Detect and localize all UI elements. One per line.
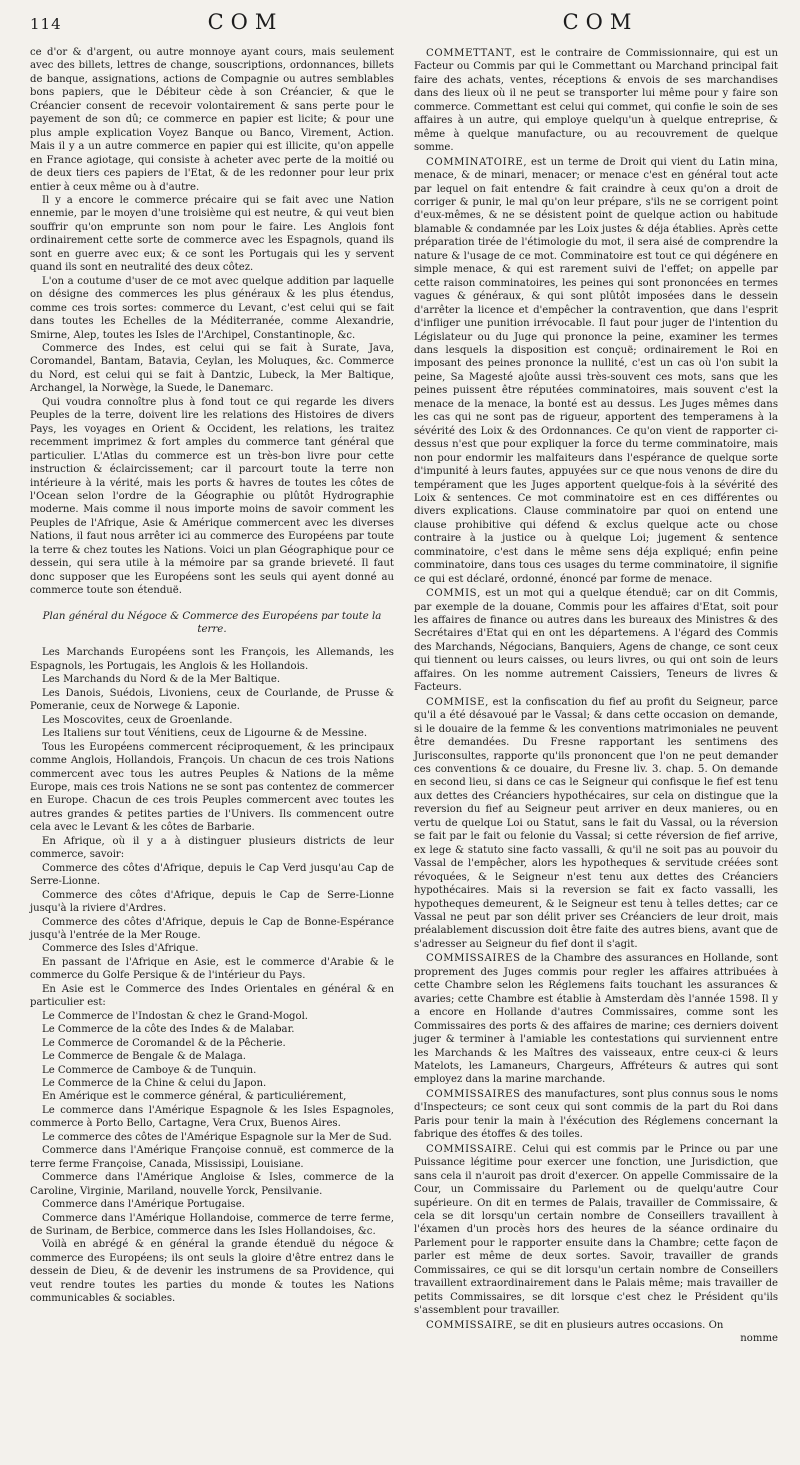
list-item: Commerce des Isles d'Afrique. (42, 943, 199, 955)
list-item: Le Commerce de Coromandel & de la Pêcherie. (42, 1037, 286, 1049)
entry-head: COMMISE (426, 696, 486, 708)
list-item: Le Commerce de Bengale & de Malaga. (42, 1051, 247, 1063)
entry-commissaire-autres (414, 1319, 778, 1332)
entry-text: de la Chambre des assurances en Hollande, sont proprement des Juges commis pour regler les affaires attribuées à cette Chambre selon les Réglemens faits touchant les assurances & avaries; cette Chambre est établie à Amsterdam dès l'année 1598. Il y a encore en Hollande d'autres Commissaires, comme sont les Commissaires des ports & des affaires de marine; ces derniers doivent juger & terminer à l'amiable les contestations qui surviennent entre les Marchands & les Maîtres des vaisseaux, entre ceux-ci & leurs Matelots, les Lamaneurs, Chargeurs, Affréteurs & autres qui sont employez dans la marine marchande. (414, 953, 778, 1086)
list-item: En Asie est le Commerce des Indes Orientales en général & en particulier est: (30, 983, 394, 1009)
entry-commis (414, 587, 778, 695)
list-item: Tous les Européens commercent réciproquement, & les principaux comme Anglois, Hollandois, François. Un chacun de ces trois Nations commercent avec tous les autres Peuples & Nations de la même Europe, mais ces trois Nations ne se sont pas contentez de commercer en Europe. Chacun de ces trois Peuples commercent avec toutes les autres grandes & petites parties de l'Univers. Ils commencent outre cela avec le Levant & les côtes de Barbarie. (30, 741, 394, 834)
paragraph: ce d'or & d'argent, ou autre monnoye ayant cours, mais seulement avec des billets, lettres de change, souscriptions, ordonnances, billets de banque, assignations, actions de Compagnie ou autres semblables bons papiers, que le Débiteur cède à son Créancier, & que le Créancier consent de recevoir volontairement & sans perte pour le payement de son dû; ce commerce en papier est licite; & pour une plus ample explication Voyez Banque ou Banco, Virement, Action. Mais il y a un autre commerce en papier qui est illicite, qu'on appelle en France agiotage, qui consiste à acheter avec perte de la moitié ou de deux tiers ces papiers de l'Etat, & de les redonner pour leur prix entier à ceux même ou à d'autre. (30, 47, 394, 193)
list-item: Les Danois, Suédois, Livoniens, ceux de Courlande, de Prusse & Pomeranie, ceux de Norwege & Laponie. (30, 687, 394, 713)
list-item: Le Commerce de la Chine & celui du Japon. (42, 1077, 267, 1089)
entry-head: COMMINATOIRE (426, 156, 524, 168)
entry-commettant (414, 47, 778, 155)
page-header (30, 10, 778, 46)
list-item: Commerce des côtes d'Afrique, depuis le Cap de Bonne-Espérance jusqu'à l'entrée de la Mer Rouge. (30, 916, 394, 941)
entry-text: , est la confiscation du fief au profit du Seigneur, parce qu'il a été désavoué par le Vassal; & dans cette occasion on demande, si le douaire de la femme & les conventions matrimoniales ne peuvent être demandées. Du Fresne rapportant les sentimens des Jurisconsultes, rapporte qu'ils prononcent que l'on ne peut demander ces conventions & ce douaire, du Fresne liv. 3. chap. 5. On demande en second lieu, si dans ce cas le Seigneur qui confisque le fief est tenu aux dettes des Créanciers hypothécaires, sur cela on distingue que la reversion du fief au Seigneur peut arriver en deux manieres, ou en vertu de quelque Loi ou Statut, sans le fait du Vassal, ou la réversion se fait par le fait ou felonie du Vassal; si cette réversion de fief arrive, ex lege & statuto sine facto vassalli, & qu'il ne soit pas au pouvoir du Vassal de l'empêcher, alors les hypotheques & servitude créées sont révoquées, & le Seigneur n'est tenu aux dettes des Créanciers hypothécaires. Mais si la reversion se fait ex facto vassalli, les hypotheques demeurent, & le Seigneur est tenu à telles dettes; car ce Vassal ne peut par son délit priver ses Créanciers de leur droit, mais préalablement discussion doit être faite des autres biens, avant que de s'adresser au Seigneur du fief dont il s'agit. (414, 696, 778, 950)
right-column (414, 46, 778, 1346)
entry-text: des manufactures, sont plus connus sous le noms d'Inspecteurs; ce sont ceux qui sont commis de la part du Roi dans Paris pour tenir la main à l'éxécution des Réglemens concernant la fabrique des étoffes & des toiles. (414, 1088, 778, 1141)
entry-head: COMMISSAIRES (426, 1088, 521, 1100)
running-head-left: COM (207, 10, 284, 34)
list-item: Commerce dans l'Amérique Angloise & Isles, commerce de la Caroline, Virginie, Mariland, nouvelle Yorck, Pensilvanie. (30, 1172, 394, 1197)
catchword: nomme (740, 1333, 778, 1345)
list-item: Les Italiens sur tout Vénitiens, ceux de Ligourne & de Messine. (42, 728, 368, 740)
list-item: Commerce dans l'Amérique Hollandoise, commerce de terre ferme, de Surinam, de Berbice, commerce dans les Isles Hollandoises, &c. (30, 1212, 394, 1237)
list-item: Voilà en abrégé & en général la grande étenduë du négoce & commerce des Européens; ils ont seuls la gloire d'être entrez dans le dessein de Dieu, & de devenir les instrumens de sa Providence, qui veut rendre toutes les parties du monde & toutes les Nations communicables & sociables. (30, 1239, 394, 1305)
list-item: Commerce dans l'Amérique Portugaise. (42, 1199, 245, 1211)
commerce-list (30, 646, 394, 1305)
entry-head: COMMETTANT (426, 48, 512, 59)
paragraph: L'on a coutume d'user de ce mot avec quelque addition par laquelle on désigne des commerces les plus généraux & les plus étendus, comme ces trois sortes: commerce du Levant, c'est celui qui se fait dans toutes les Echelles de la Méditerranée, comme Alexandrie, Smirne, Alep, toutes les Isles de l'Archipel, Constantinople, &c. (30, 275, 394, 341)
left-column (30, 46, 394, 1346)
list-item: En Amérique est le commerce général, & particuliérement, (42, 1091, 347, 1103)
list-item: Commerce dans l'Amérique Françoise connuë, est commerce de la terre ferme Françoise, Canada, Mississipi, Louisiane. (30, 1145, 394, 1170)
list-item: Commerce des côtes d'Afrique, depuis le Cap Verd jusqu'au Cap de Serre-Lionne. (30, 862, 394, 888)
list-item: En Afrique, où il y a à distinguer plusieurs districts de leur commerce, savoir: (30, 835, 394, 861)
list-item: Les Marchands Européens sont les François, les Allemands, les Espagnols, les Portugais, les Anglois & les Hollandois. (30, 647, 394, 672)
running-head-right: COM (562, 10, 639, 34)
entry-text: . Celui qui est commis par le Prince ou par une Puissance légitime pour exercer une fonction, une Jurisdiction, que sans cela il n'auroit pas droit d'exercer. On appelle Commissaire de la Cour, un Commissaire du Parlement ou de quelqu'autre Cour supérieure. On dit en termes de Palais, travailler de Commissaire, & cela se dit lorsqu'un certain nombre de Conseillers travaillent à l'éxamen d'un procès hors des heures de la séance ordinaire du Parlement pour le rapporter ensuite dans la Chambre; cette façon de parler est même de deux sortes. Savoir, travailler de grands Commissaires, ce qui se dit lorsqu'un certain nombre de Conseillers travaillent extraordinairement dans le Palais même; mais travailler de petits Commissaires, se dit lorsque c'est chez le Président qu'ils s'assemblent pour travailler. (414, 1143, 778, 1317)
entry-head: COMMISSAIRE (426, 1319, 514, 1331)
list-item: Le commerce dans l'Amérique Espagnole & les Isles Espagnoles, commerce à Porto Bello, Cartagne, Vera Crux, Buenos Aires. (30, 1104, 394, 1130)
entry-text: , est un terme de Droit qui vient du Latin mina, menace, & de minari, menacer; or menace c'est en général tout acte par lequel on fait entendre & fait craindre à ceux qu'on a droit de corriger & punir, le mal qu'on leur prépare, s'ils ne se corrigent point d'eux-mêmes, & ne se désistent point de quelque action ou habitude blamable & condamnée par les Loix justes & déja établies. Après cette préparation tirée de l'étimologie du mot, il sera aisé de comprendre la nature & l'usage de ce mot. Comminatoire est tout ce qui dégénere en simple menace, & qui est rarement suivi de l'effet; on appelle par cette raison comminatoires, les peines qui sont prononcées en termes vagues & généraux, & qui sont plûtôt imposées dans le dessein d'arrêter la licence et d'empêcher la contravention, que dans l'esprit d'infliger une punition irrévocable. Il faut pour juger de l'intention du Législateur ou du Juge qui prononce la peine, examiner les termes dans lesquels la disposition est conçuë; ordinairement le Roi en imposant des peines prononce la nullité, c'est un cas où l'on subit la peine, Sa Magesté ajoûte aussi très-souvent ces mots, sans que les peines puissent être réputées comminatoires, mais souvent c'est la menace de la menace, la bonté est au dessus. Les Juges mêmes dans les cas qui ne sont pas de rigueur, apportent des temperamens à la sévérité des Loix & des Ordonnances. Ce qu'on vient de rapporter ci-dessus n'est que pour expliquer la force du terme comminatoire, mais non pour endormir les malfaiteurs dans l'espérance de quelque sorte d'impunité à leurs fautes, appuyées sur ce que nous venons de dire du tempérament que les Juges apportent quelque-fois à la sévérité des Loix & sentences. Ce mot comminatoire est en ces différentes ou divers explications. Clause comminatoire par quoi on entend une clause prohibitive qui défend & exclus quelque acte ou chose contraire à la justice ou à quelque Loi; jugement & sentence comminatoire, c'est dans le même sens déja expliqué; enfin peine comminatoire, dans tous ces usages du terme comminatoire, il signifie ce qui est déclaré, ordonné, énoncé par forme de menace. (414, 156, 778, 585)
entry-text: , est un mot qui a quelque étenduë; car on dit Commis, par exemple de la douane, Commis pour les affaires d'Etat, soit pour les affaires de finance ou autres dans les bureaux des Ministres & des Secrétaires d'Etat qui en ont les départemens. A l'égard des Commis des Marchands, Négocians, Banquiers, Agens de change, ce sont ceux qui tiennent ou leurs caisses, ou leurs livres, ou qui ont soin de leurs affaires. On les nomme autrement Caissiers, Teneurs de livres & Facteurs. (414, 588, 778, 694)
list-item: Le commerce des côtes de l'Amérique Espagnole sur la Mer de Sud. (42, 1131, 392, 1143)
entry-head: COMMISSAIRES (426, 953, 521, 965)
paragraph: Commerce des Indes, est celui qui se fait à Surate, Java, Coromandel, Bantam, Batavia, Ceylan, les Moluques, &c. Commerce du Nord, est celui qui se fait à Dantzic, Lubeck, la Mer Baltique, Archangel, la Norwège, la Suede, le Danemarc. (30, 342, 394, 395)
entry-commise (414, 696, 778, 952)
list-item: Le Commerce de l'Indostan & chez le Grand-Mogol. (42, 1010, 309, 1022)
list-item: Les Moscovites, ceux de Groenlande. (42, 714, 233, 726)
list-item: En passant de l'Afrique en Asie, est le commerce d'Arabie & le commerce du Golfe Persique & de l'intérieur du Pays. (30, 956, 394, 982)
page-number: 114 (30, 15, 62, 33)
entry-text: , est le contraire de Commissionnaire, qui est un Facteur ou Commis par qui le Commettant ou Marchand principal fait faire des achats, ventes, réceptions & envois de ses marchandises dans des lieux où il ne peut se transporter lui même pour y faire son commerce. Commettant est celui qui commet, qui confie le soin de ses affaires à un autre, qui employe quelqu'un à quelque entreprise, & même à quelque manufacture, ou au recouvrement de quelque somme. (414, 48, 778, 154)
entry-commissaires-assurances (414, 952, 778, 1087)
entry-head: COMMIS (426, 588, 478, 600)
entry-commissaire (414, 1143, 778, 1318)
entry-text: , se dit en plusieurs autres occasions. On (513, 1319, 724, 1331)
list-item: Les Marchands du Nord & de la Mer Baltique. (42, 674, 281, 686)
entry-commissaires-manufactures (414, 1088, 778, 1142)
list-item: Le Commerce de la côte des Indes & de Malabar. (42, 1024, 295, 1036)
list-item: Le Commerce de Camboye & de Tunquin. (42, 1064, 257, 1076)
list-item: Commerce des côtes d'Afrique, depuis le Cap de Serre-Lionne jusqu'à la riviere d'Ardres. (30, 889, 394, 915)
section-title: Plan général du Négoce & Commerce des Européens par toute la terre. (42, 610, 382, 636)
entry-comminatoire (414, 156, 778, 587)
entry-head: COMMISSAIRE (426, 1143, 514, 1155)
paragraph: Il y a encore le commerce précaire qui se fait avec une Nation ennemie, par le moyen d'une troisième qui est neutre, & qui veut bien souffrir qu'on emprunte son nom pour le faire. Les Anglois font ordinairement cette sorte de commerce avec les Espagnols, quand ils sont en guerre avec eux; & ce sont les Portugais qui les y servent quand ils sont en neutralité des deux côtez. (30, 194, 394, 274)
paragraph: Qui voudra connoître plus à fond tout ce qui regarde les divers Peuples de la terre, doivent lire les relations des Histoires de divers Pays, les voyages en Orient & Occident, les relations, les traitez recemment imprimez & fort amples du commerce tant général que particulier. L'Atlas du commerce est un très-bon livre pour cette instruction & éclaircissement; car il parcourt toute la terre non intérieure à la vérité, mais les ports & havres de toutes les côtes de l'Ocean selon l'ordre de la Géographie ou plûtôt Hydrographie moderne. Mais comme il nous importe moins de savoir comment les Peuples de l'Afrique, Asie & Amérique commercent avec les diverses Nations, il faut nous arrêter ici au commerce des Européens par toute la terre & chez toutes les Nations. Voici un plan Géographique pour ce dessein, qui sera utile à la mémoire par sa grande brieveté. Il faut donc supposer que les Européens sont les seuls qui ayent donné au commerce toute son étenduë. (30, 396, 394, 597)
